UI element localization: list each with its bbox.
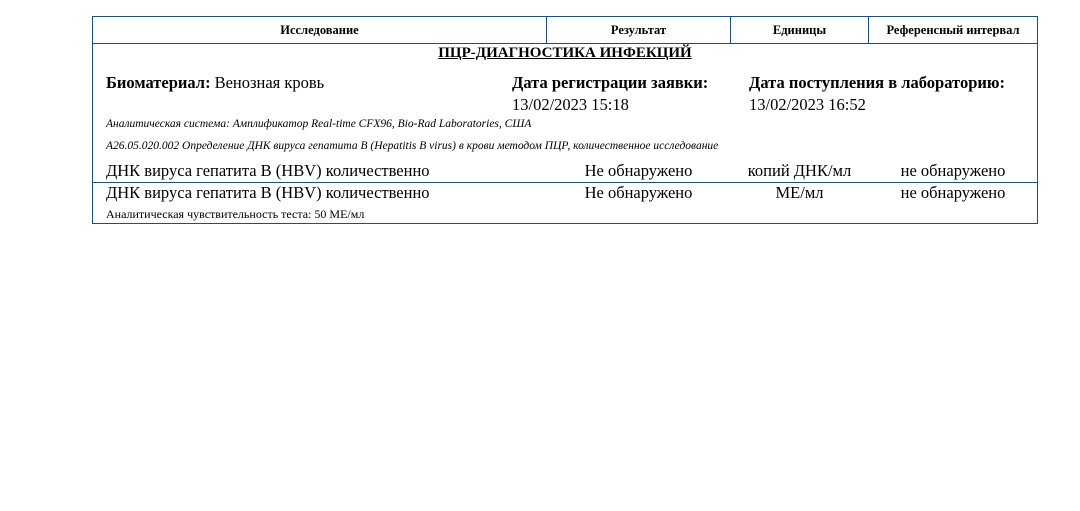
row-2-result: Не обнаружено bbox=[584, 183, 693, 202]
biomaterial-value: Венозная кровь bbox=[214, 73, 325, 92]
header-result: Результат bbox=[610, 22, 667, 37]
row-2-units: МЕ/мл bbox=[775, 183, 824, 202]
analytic-system-note: Аналитическая система: Амплификатор Real-time CFX96, Bio-Rad Laboratories, США bbox=[106, 118, 532, 130]
results-table bbox=[92, 16, 1038, 224]
header-study: Исследование bbox=[280, 22, 359, 37]
sensitivity-note: Аналитическая чувствительность теста: 50 МЕ/мл bbox=[106, 207, 365, 221]
registration-date-value: 13/02/2023 15:18 bbox=[512, 95, 629, 114]
header-bottom-border bbox=[93, 43, 1037, 44]
row-2-reference: не обнаружено bbox=[900, 183, 1006, 202]
row-2-study: ДНК вируса гепатита В (HBV) количественно bbox=[106, 183, 430, 202]
section-title: ПЦР-ДИАГНОСТИКА ИНФЕКЦИЙ bbox=[438, 45, 692, 61]
row-1-study: ДНК вируса гепатита В (HBV) количественно bbox=[106, 161, 430, 180]
row-1-reference: не обнаружено bbox=[900, 161, 1006, 180]
method-note: A26.05.020.002 Определение ДНК вируса гепатита В (Hepatitis B virus) в крови методом ПЦР, количественное исследование bbox=[106, 140, 719, 152]
row-1-result: Не обнаружено bbox=[584, 161, 693, 180]
lab-arrival-label: Дата поступления в лабораторию: bbox=[749, 73, 1005, 92]
registration-date-label: Дата регистрации заявки: bbox=[512, 73, 709, 92]
biomaterial-label: Биоматериал: bbox=[106, 73, 211, 92]
row-1-units: копий ДНК/мл bbox=[747, 161, 852, 180]
header-reference: Референсный интервал bbox=[886, 22, 1020, 37]
lab-arrival-value: 13/02/2023 16:52 bbox=[749, 95, 866, 114]
biomaterial bbox=[106, 73, 324, 93]
header-units: Единицы bbox=[772, 22, 827, 37]
